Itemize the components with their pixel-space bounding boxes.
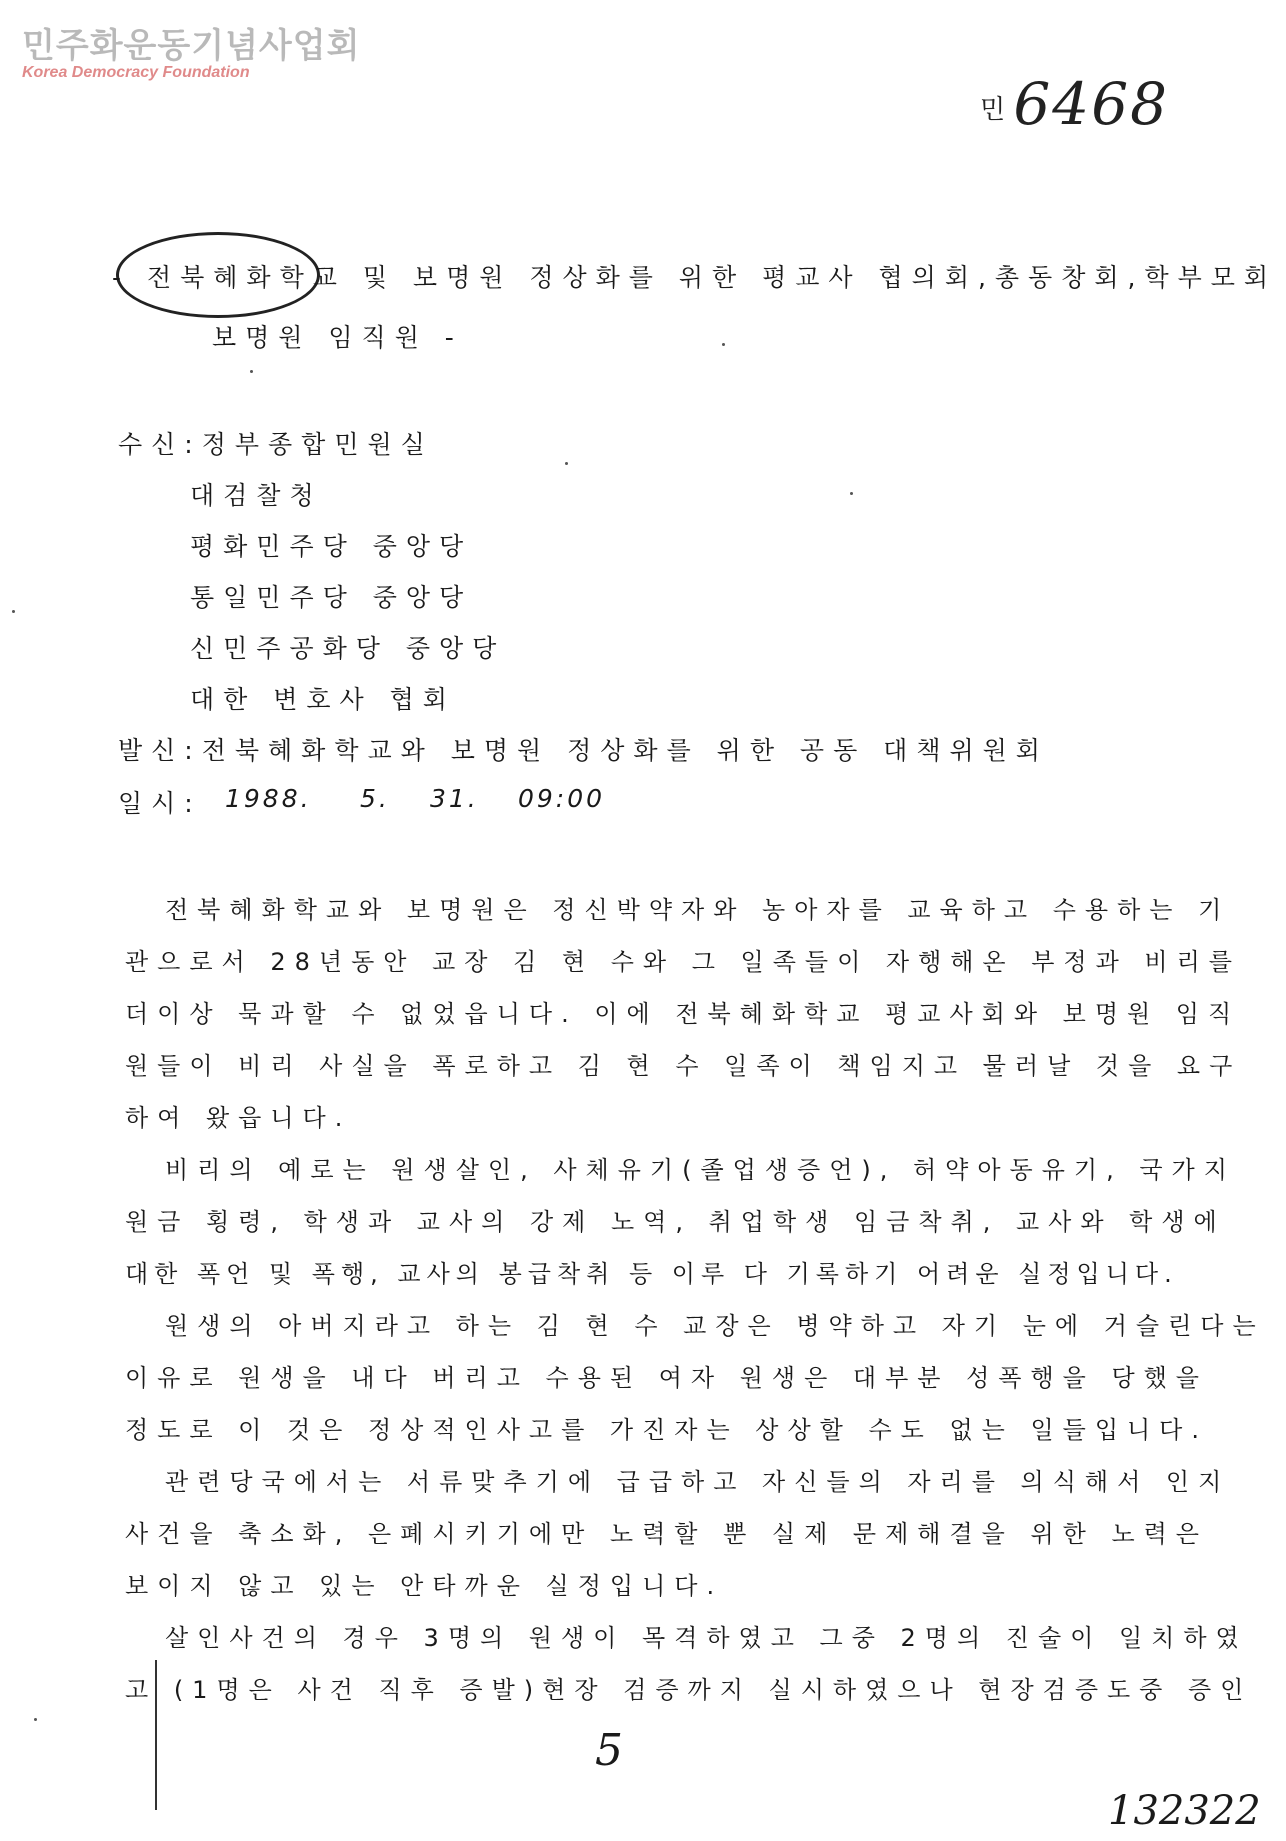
- sender-line: [118, 731, 1049, 767]
- body-line: 전북혜화학교와 보명원은 정신박약자와 농아자를 교육하고 수용하는 기: [165, 896, 1231, 924]
- body-line: 대한 폭언 및 폭행, 교사의 봉급착취 등 이루 다 기록하기 어려운 실정입니다.: [125, 1260, 1178, 1288]
- recipient-item: 대검찰청: [190, 481, 323, 510]
- body-line: 고 (1명은 사건 직후 증발)현장 검증까지 실시하였으나 현장검증도중 증인: [125, 1676, 1253, 1704]
- date-month: 5.: [360, 784, 390, 813]
- body-line: 관련당국에서는 서류맞추기에 급급하고 자신들의 자리를 의식해서 인지: [165, 1468, 1231, 1496]
- document-number-prefix: 민: [980, 95, 1006, 125]
- document-number: [980, 70, 1169, 138]
- sender-label: 발신:: [118, 736, 202, 765]
- margin-rule: [155, 1660, 157, 1810]
- subject-line-2: 보명원 임직원 -: [212, 323, 463, 352]
- document-number-value: 6468: [1013, 70, 1169, 138]
- body-line: 관으로서 28년동안 교장 김 현 수와 그 일족들이 자행해온 부정과 비리를: [125, 948, 1241, 976]
- page-number: 5: [595, 1725, 623, 1776]
- recipient-item: 대한 변호사 협회: [190, 685, 456, 714]
- recipient-item: 평화민주당 중앙당: [190, 532, 473, 561]
- scan-speck: [722, 343, 725, 346]
- recipient-item: 정부종합민원실: [201, 430, 434, 459]
- date-label: 일시:: [118, 789, 202, 818]
- recipient-item: 신민주공화당 중앙당: [190, 634, 506, 663]
- watermark-org-english: Korea Democracy Foundation: [22, 64, 250, 81]
- archive-stamp: 132322: [1108, 1788, 1261, 1834]
- scan-speck: [250, 370, 253, 373]
- scan-speck: [850, 492, 853, 495]
- recipient-item: 통일민주당 중앙당: [190, 583, 473, 612]
- recipients-label: 수신:: [118, 430, 202, 459]
- body-line: 원금 횡령, 학생과 교사의 강제 노역, 취업학생 임금착취, 교사와 학생에: [125, 1208, 1226, 1236]
- body-line: 원들이 비리 사실을 폭로하고 김 현 수 일족이 책임지고 물러날 것을 요구: [125, 1052, 1242, 1080]
- scan-speck: [565, 462, 568, 465]
- body-line: 원생의 아버지라고 하는 김 현 수 교장은 병약하고 자기 눈에 거슬린다는: [165, 1312, 1265, 1340]
- body-line: 정도로 이 것은 정상적인사고를 가진자는 상상할 수도 없는 일들입니다.: [125, 1416, 1208, 1444]
- body-line: 이유로 원생을 내다 버리고 수용된 여자 원생은 대부분 성폭행을 당했을: [125, 1364, 1208, 1392]
- body-line: 살인사건의 경우 3명의 원생이 목격하였고 그중 2명의 진술이 일치하였: [165, 1624, 1248, 1652]
- body-line: 비리의 예로는 원생살인, 사체유기(졸업생증언), 허약아동유기, 국가지: [165, 1156, 1236, 1184]
- body-line: 사건을 축소화, 은폐시키기에만 노력할 뿐 실제 문제해결을 위한 노력은: [125, 1520, 1208, 1548]
- date-day: 31.: [430, 784, 479, 813]
- subject-line-1: - 전북혜화학교 및 보명원 정상화를 위한 평교사 협의회,총동창회,학부모회: [112, 263, 1278, 292]
- body-line: 하여 왔읍니다.: [125, 1104, 352, 1132]
- scan-speck: [34, 1718, 37, 1721]
- date-time: 09:00: [518, 784, 606, 813]
- subject-line-1-rest: 및 보명원 정상화를 위한 평교사 협의회,총동창회,학부모회: [362, 263, 1278, 292]
- scan-speck: [12, 610, 15, 613]
- subject-circled-school: 전북혜화학교: [146, 263, 346, 292]
- recipients-first: [118, 425, 434, 461]
- date-year: 1988.: [225, 784, 312, 813]
- body-line: 더이상 묵과할 수 없었읍니다. 이에 전북혜화학교 평교사회와 보명원 임직: [125, 1000, 1241, 1028]
- sender-value: 전북혜화학교와 보명원 정상화를 위한 공동 대책위원회: [201, 736, 1049, 765]
- body-line: 보이지 않고 있는 안타까운 실정입니다.: [125, 1572, 724, 1600]
- watermark-org-korean: 민주화운동기념사업회: [22, 26, 361, 66]
- date-line: [118, 784, 202, 820]
